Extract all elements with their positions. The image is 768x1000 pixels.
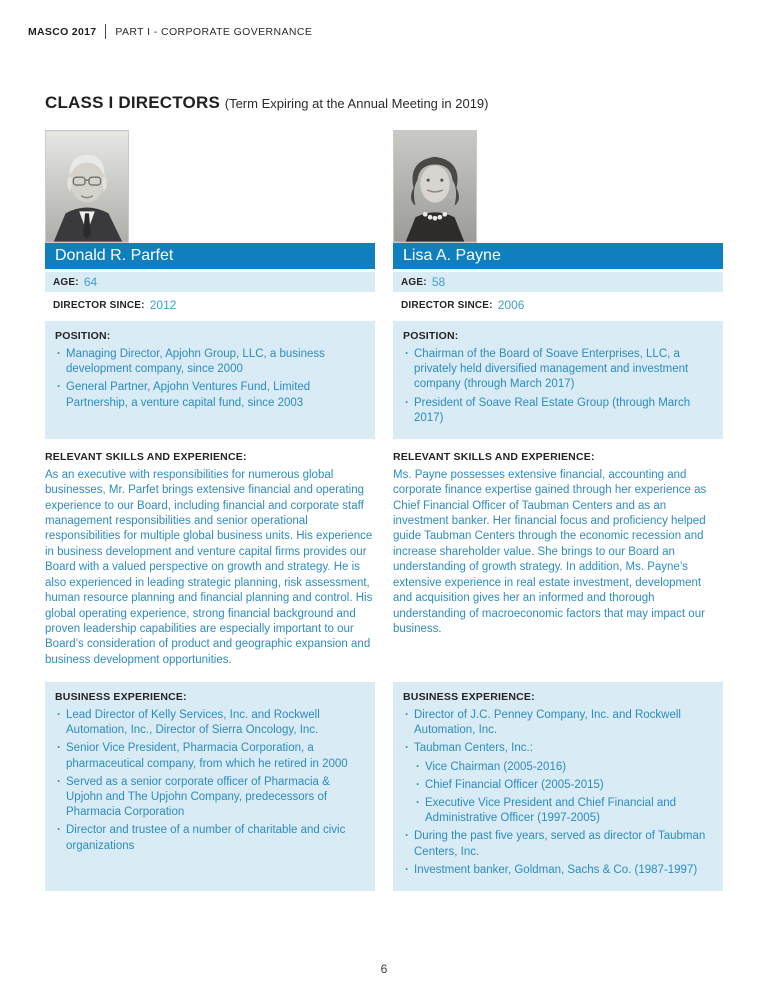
page-title-main: CLASS I DIRECTORS	[45, 93, 220, 112]
position-box-parfet	[45, 321, 375, 439]
business-item: · Senior Vice President, Pharmacia Corporation, a pharmaceutical company, from which he retired in 2000	[55, 741, 365, 771]
director-since-row-parfet	[45, 295, 375, 315]
age-label: AGE:	[53, 276, 79, 288]
skills-heading: RELEVANT SKILLS AND EXPERIENCE:	[393, 450, 595, 463]
director-card-header-parfet	[45, 130, 375, 269]
director-since-label: DIRECTOR SINCE:	[401, 299, 493, 311]
page-title-sub: (Term Expiring at the Annual Meeting in 2019)	[224, 96, 489, 111]
running-header	[0, 0, 768, 39]
age-value: 64	[83, 275, 98, 289]
business-item: · Director of J.C. Penney Company, Inc. and Rockwell Automation, Inc.	[403, 708, 713, 738]
directors-grid	[45, 130, 723, 891]
business-item: · Investment banker, Goldman, Sachs & Co. (1987-1997)	[403, 863, 713, 878]
age-label: AGE:	[401, 276, 427, 288]
position-item: · General Partner, Apjohn Ventures Fund, Limited Partnership, a venture capital fund, since 2003	[55, 380, 365, 410]
business-subitem: · Vice Chairman (2005-2016)	[414, 760, 713, 775]
position-list	[55, 347, 365, 411]
position-item: · Chairman of the Board of Soave Enterprises, LLC, a privately held diversified management and investment company (through March 2017)	[403, 347, 713, 393]
age-value: 58	[431, 275, 446, 289]
skills-section-payne	[393, 451, 723, 668]
position-item: · President of Soave Real Estate Group (through March 2017)	[403, 396, 713, 426]
director-since-label: DIRECTOR SINCE:	[53, 299, 145, 311]
position-heading: POSITION:	[403, 330, 459, 342]
business-item: · Served as a senior corporate officer of Pharmacia & Upjohn and The Upjohn Company, predecessors of Pharmacia Corporation	[55, 775, 365, 821]
business-heading: BUSINESS EXPERIENCE:	[403, 691, 535, 704]
header-divider	[105, 24, 106, 39]
business-subitem: · Executive Vice President and Chief Financial and Administrative Officer (1997-2005)	[414, 796, 713, 826]
skills-text: As an executive with responsibilities for numerous global businesses, Mr. Parfet brings extensive financial and operating experience to our Board, including financial and corporate staff management responsibilities and senior operational responsibilities for multiple global business units. His experience in business development and venture capital firms provides our Board with a valued perspective on growth and strategy. He is also experienced in leading strategic planning, risk assessment, human resource planning and financial planning and control. His global operating experience, strong financial background and proven leadership capabilities are especially important to our Board’s consideration of product and geographic expansion and business development opportunities.	[45, 468, 373, 666]
skills-section-parfet	[45, 451, 375, 668]
director-photo-lisa-payne	[393, 130, 477, 243]
age-row-parfet	[45, 272, 375, 292]
position-item: · Managing Director, Apjohn Group, LLC, a business development company, since 2000	[55, 347, 365, 377]
director-name: Donald R. Parfet	[45, 243, 375, 269]
business-heading: BUSINESS EXPERIENCE:	[55, 691, 187, 704]
director-since-row-payne	[393, 295, 723, 315]
director-since-value: 2006	[497, 298, 525, 312]
position-list	[403, 347, 713, 426]
position-heading: POSITION:	[55, 330, 111, 342]
page-number: 6	[380, 962, 388, 976]
business-item: · Lead Director of Kelly Services, Inc. and Rockwell Automation, Inc., Director of Sierra Oncology, Inc.	[55, 708, 365, 738]
business-list	[403, 708, 713, 878]
director-card-header-payne	[393, 130, 723, 269]
business-subitem: · Chief Financial Officer (2005-2015)	[414, 778, 713, 793]
part-title: PART I - CORPORATE GOVERNANCE	[115, 25, 313, 38]
business-item: · Taubman Centers, Inc.:	[403, 741, 713, 756]
director-photo-donald-parfet	[45, 130, 129, 243]
business-box-parfet	[45, 682, 375, 891]
page-title	[45, 93, 723, 114]
business-box-payne	[393, 682, 723, 891]
skills-heading: RELEVANT SKILLS AND EXPERIENCE:	[45, 450, 247, 463]
director-since-value: 2012	[149, 298, 177, 312]
business-item: · Director and trustee of a number of charitable and civic organizations	[55, 823, 365, 853]
brand-text: MASCO 2017	[28, 25, 97, 38]
director-name: Lisa A. Payne	[393, 243, 723, 269]
business-item: · During the past five years, served as director of Taubman Centers, Inc.	[403, 829, 713, 859]
business-list	[55, 708, 365, 854]
position-box-payne	[393, 321, 723, 439]
age-row-payne	[393, 272, 723, 292]
skills-text: Ms. Payne possesses extensive financial, accounting and corporate finance expertise gained through her experience as Chief Financial Officer of Taubman Centers and as an investment banker. Her financial focus and proficiency helped guide Taubman Centers through the economic recession and increase shareholder value. She brings to our Board an understanding of growth strategy. In addition, Ms. Payne’s extensive experience in real estate investment, development and acquisition gives her an informed and thorough understanding of macroeconomic factors that may impact our business.	[393, 468, 707, 635]
